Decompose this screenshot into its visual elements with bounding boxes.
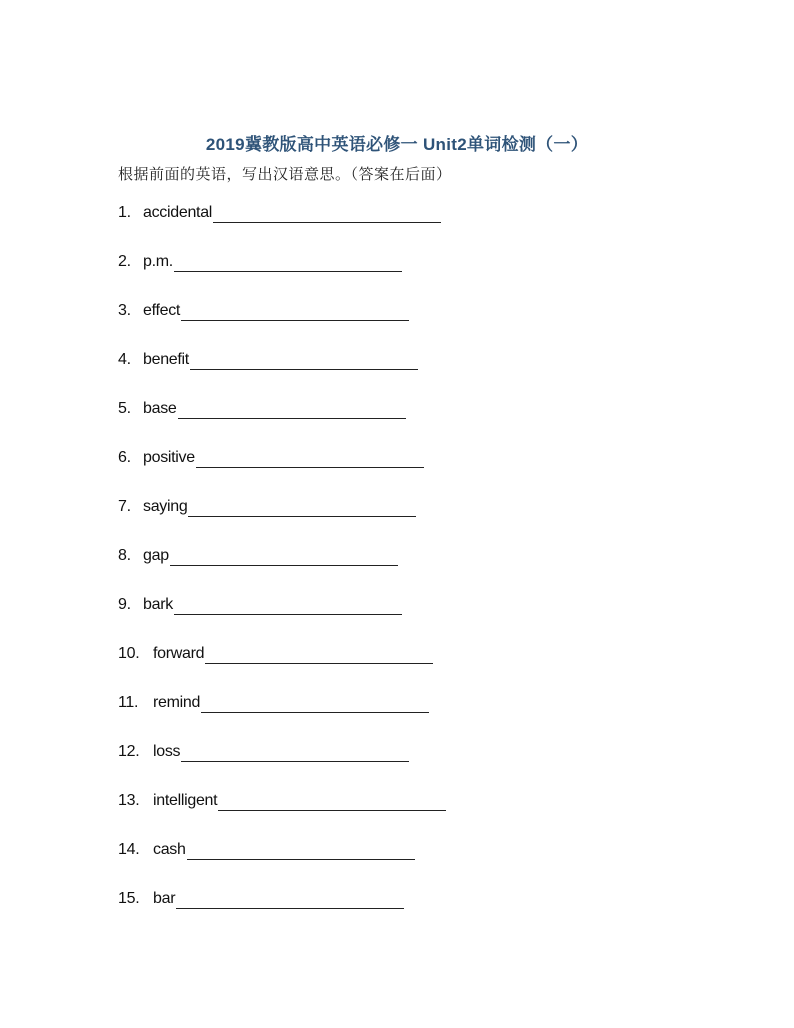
- answer-blank: [187, 841, 415, 860]
- item-word: benefit: [143, 351, 189, 368]
- vocab-item: [118, 400, 446, 449]
- item-number: 15.: [118, 890, 140, 907]
- vocab-item: [118, 792, 446, 841]
- vocab-item: [118, 498, 446, 547]
- item-number: 7.: [118, 498, 131, 515]
- vocab-item: [118, 596, 446, 645]
- item-number: 6.: [118, 449, 131, 466]
- vocab-item: [118, 253, 446, 302]
- item-word: gap: [143, 547, 169, 564]
- item-number: 4.: [118, 351, 131, 368]
- item-number: 5.: [118, 400, 131, 417]
- item-word: bark: [143, 596, 173, 613]
- vocab-item: [118, 890, 446, 939]
- answer-blank: [196, 449, 424, 468]
- item-word: saying: [143, 498, 188, 515]
- vocab-item: [118, 743, 446, 792]
- answer-blank: [176, 890, 404, 909]
- item-word: positive: [143, 449, 195, 466]
- answer-blank: [218, 792, 446, 811]
- vocab-item: [118, 645, 446, 694]
- item-number: 12.: [118, 743, 140, 760]
- answer-blank: [181, 743, 409, 762]
- item-number: 14.: [118, 841, 140, 858]
- answer-blank: [174, 253, 402, 272]
- item-number: 10.: [118, 645, 140, 662]
- answer-blank: [181, 302, 409, 321]
- item-word: base: [143, 400, 177, 417]
- item-number: 3.: [118, 302, 131, 319]
- answer-blank: [201, 694, 429, 713]
- vocab-list: [118, 204, 446, 939]
- answer-blank: [178, 400, 406, 419]
- instruction-text: 根据前面的英语，写出汉语意思。（答案在后面）: [118, 166, 452, 183]
- answer-blank: [174, 596, 402, 615]
- vocab-item: [118, 351, 446, 400]
- item-word: p.m.: [143, 253, 173, 270]
- item-number: 2.: [118, 253, 131, 270]
- answer-blank: [205, 645, 433, 664]
- item-word: remind: [153, 694, 201, 711]
- answer-blank: [190, 351, 418, 370]
- item-word: accidental: [143, 204, 213, 221]
- vocab-item: [118, 204, 446, 253]
- vocab-item: [118, 547, 446, 596]
- item-word: cash: [153, 841, 186, 858]
- document-title: 2019冀教版高中英语必修一 Unit2单词检测（一）: [205, 135, 589, 154]
- answer-blank: [213, 204, 441, 223]
- vocab-item: [118, 841, 446, 890]
- item-word: bar: [153, 890, 176, 907]
- item-word: effect: [143, 302, 181, 319]
- answer-blank: [188, 498, 416, 517]
- vocab-item: [118, 694, 446, 743]
- item-word: forward: [153, 645, 205, 662]
- item-number: 13.: [118, 792, 140, 809]
- vocab-item: [118, 449, 446, 498]
- item-word: loss: [153, 743, 181, 760]
- item-number: 1.: [118, 204, 131, 221]
- answer-blank: [170, 547, 398, 566]
- vocab-item: [118, 302, 446, 351]
- item-word: intelligent: [153, 792, 218, 809]
- item-number: 8.: [118, 547, 131, 564]
- item-number: 11.: [118, 694, 139, 711]
- item-number: 9.: [118, 596, 131, 613]
